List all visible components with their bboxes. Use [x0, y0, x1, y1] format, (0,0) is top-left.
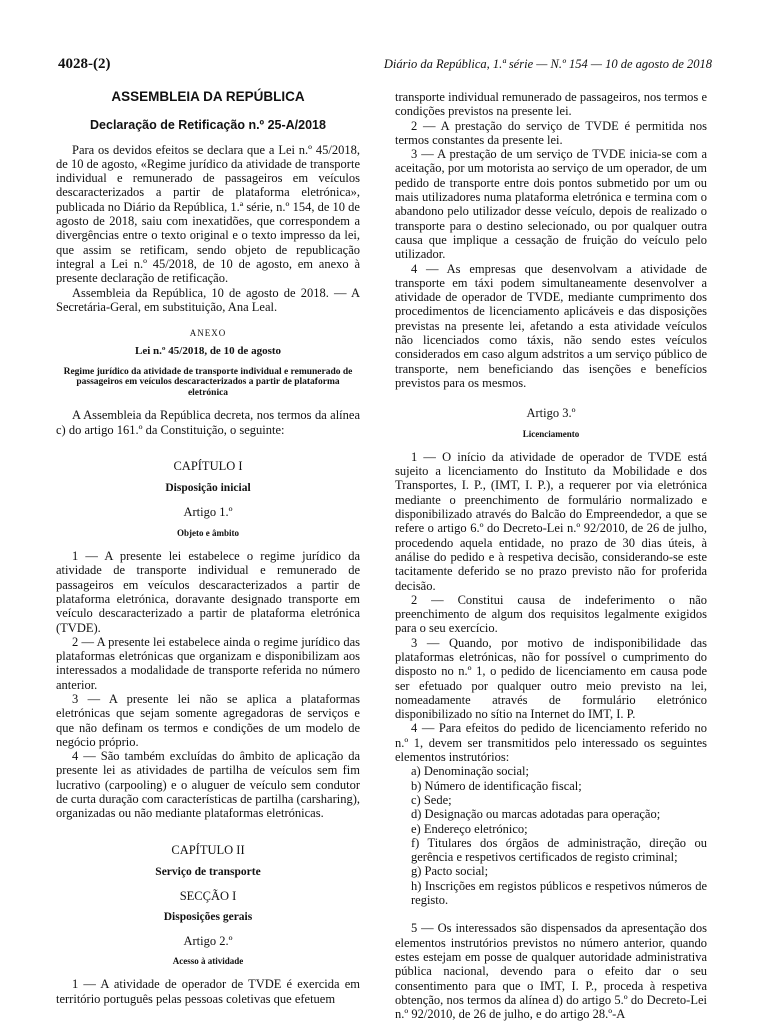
chapter-2-title: Serviço de transporte [155, 865, 261, 878]
article-3-heading: Artigo 3.º [526, 406, 576, 421]
article-3-paragraph-5: 5 — Os interessados são dispensados da apresentação dos elementos instrutórios previstos no número anterior, quando estes estejam em posse de qualquer autoridade administrativa pública nacional, devendo para o efeito dar o seu consentimento para que o IMT, I. P., proceda à respetiva obtenção, nos termos da alínea d) do artigo 5.º do Decreto-Lei n.º 92/2010, de 26 de julho, e do artigo 28.º-A [395, 921, 707, 1022]
right-column [395, 90, 707, 1021]
list-item: d) Designação ou marcas adotadas para operação; [411, 807, 661, 822]
article-3-paragraph-3: 3 — Quando, por motivo de indisponibilidade das plataformas eletrónicas, não for possível o cumprimento do disposto no n.º 1, o pedido de licenciamento em causa pode ser efetuado por qualquer outro meio previsto na lei, nomeadamente através de formulário eletrónico disponibilizado no sítio na Internet do IMT, I. P. [395, 635, 707, 722]
instructive-elements-list [395, 764, 707, 907]
list-item: c) Sede; [411, 792, 452, 807]
article-1-heading: Artigo 1.º [183, 505, 233, 520]
article-1-title: Objeto e âmbito [177, 527, 239, 538]
intro-paragraph: A Assembleia da República decreta, nos termos da alínea c) do artigo 161.º da Constituição, o seguinte: [56, 408, 360, 437]
article-2-paragraph-2: 2 — A prestação do serviço de TVDE é permitida nos termos constantes da presente lei. [395, 118, 707, 147]
law-title: Lei n.º 45/2018, de 10 de agosto [134, 345, 282, 358]
article-1-paragraph-3: 3 — A presente lei não se aplica a plataformas eletrónicas que sejam somente agregadoras de serviços e que não definam os termos e condições de um modelo de negócio próprio. [56, 692, 360, 749]
article-2-paragraph-4: 4 — As empresas que desenvolvam a atividade de transporte em táxi podem simultaneamente desenvolver a atividade de operador de TVDE, mediante cumprimento dos procedimentos de licenciamento aplicáveis e das disposições previstas na presente lei, afetando a esta atividade veículos não licenciados como táxis, não sendo estes veículos considerados em caso algum adstritos a um serviço público de transporte, nem beneficiando das isenções e benefícios previstos para os mesmos. [395, 261, 707, 390]
article-1-paragraph-2: 2 — A presente lei estabelece ainda o regime jurídico das plataformas eletrónicas que organizam e disponibilizam aos interessados a modalidade de transporte referida no número anterior. [56, 634, 360, 692]
article-2-heading: Artigo 2.º [183, 933, 233, 948]
list-item: a) Denominação social; [411, 764, 530, 779]
page-header [58, 56, 712, 76]
section-1-heading: SECÇÃO I [179, 889, 237, 904]
article-2-title: Acesso à atividade [172, 956, 244, 967]
organization-heading: ASSEMBLEIA DA REPÚBLICA [111, 89, 305, 104]
regime-title: Regime jurídico da atividade de transporte individual e remunerado de passageiros em veículos descaracterizados a partir de plataforma eletrónica [63, 366, 353, 398]
list-item: f) Titulares dos órgãos de administração, direção ou gerência e respetivos certificados de registo criminal; [411, 835, 707, 865]
article-2-paragraph-1: 1 — A atividade de operador de TVDE é exercida em território português pelas pessoas coletivas que efetuem [56, 977, 360, 1006]
article-3-paragraph-2: 2 — Constitui causa de indeferimento o não preenchimento de algum dos requisitos legalmente exigidos para o seu exercício. [395, 592, 707, 636]
declaration-title: Declaração de Retificação n.º 25-A/2018 [90, 118, 326, 133]
article-2-paragraph-3: 3 — A prestação de um serviço de TVDE inicia-se com a aceitação, por um motorista ao serviço de um operador, de um pedido de transporte entre dois pontos submetido por um ou mais utilizadores numa plataforma eletrónica e termina com o abandono pelo utilizador desse veículo, depois de realizado o transporte para o destino selecionado, ou por qualquer outra causa que implique a cessação de fruição do veículo pelo utilizador. [395, 147, 707, 262]
page-number: 4028-(2) [58, 56, 111, 72]
chapter-1-title: Disposição inicial [165, 482, 251, 495]
article-1-paragraph-4: 4 — São também excluídas do âmbito de aplicação da presente lei as atividades de partilha de veículos sem fim lucrativo (carpooling) e o aluguer de veículo sem condutor de curta duração com características de partilha (carsharing), organizadas ou não mediante plataformas eletrónicas. [56, 749, 360, 821]
list-item: b) Número de identificação fiscal; [411, 778, 582, 793]
section-1-title: Disposições gerais [163, 910, 253, 923]
declaration-signature: Assembleia da República, 10 de agosto de 2018. — A Secretária-Geral, em substituição, Ana Leal. [56, 285, 360, 314]
left-column [56, 90, 360, 1006]
article-3-paragraph-1: 1 — O início da atividade de operador de TVDE está sujeito a licenciamento do Instituto da Mobilidade e dos Transportes, I. P., (IMT, I. P.), a requerer por via eletrónica mediante o preenchimento de formulário normalizado e disponibilizado através do Balcão do Empreendedor, a que se refere o artigo 6.º do Decreto-Lei n.º 92/2010, de 26 de julho, procedendo aquela entidade, no prazo de 30 dias úteis, à análise do pedido e à respetiva decisão, considerando-se este tacitamente deferido se no prazo previsto não for proferida decisão. [395, 449, 707, 593]
chapter-2-heading: CAPÍTULO II [171, 842, 245, 857]
list-item: e) Endereço eletrónico; [411, 821, 528, 836]
article-3-paragraph-4: 4 — Para efeitos do pedido de licenciamento referido no n.º 1, devem ser transmitidos pelo interessado os seguintes elementos instrutórios: [395, 721, 707, 765]
list-item: h) Inscrições em registos públicos e respetivos números de registo. [411, 878, 707, 908]
publication-line: Diário da República, 1.ª série — N.º 154 — 10 de agosto de 2018 [383, 57, 712, 71]
article-2-continuation: transporte individual remunerado de passageiros, nos termos e condições previstos na presente lei. [395, 90, 707, 119]
article-1-paragraph-1: 1 — A presente lei estabelece o regime jurídico da atividade de transporte individual e remunerado de passageiros em veículos descaracterizados a partir de plataforma eletrónica, doravante designado transporte em veículo descaracterizado a partir de plataforma eletrónica (TVDE). [56, 549, 360, 635]
declaration-paragraph: Para os devidos efeitos se declara que a Lei n.º 45/2018, de 10 de agosto, «Regime jurídico da atividade de transporte individual e remunerado de passageiros em veículos descaracterizados a partir de plataforma eletrónica», publicada no Diário da República, 1.ª série, n.º 154, de 10 de agosto de 2018, saiu com inexatidões, que correspondem a divergências entre o texto original e o texto impresso da lei, que assim se retificam, sendo objeto de republicação integral a Lei n.º 45/2018, de 10 de agosto, em anexo à presente declaração de retificação. [56, 142, 360, 286]
chapter-1-heading: CAPÍTULO I [173, 458, 243, 473]
annex-label: ANEXO [189, 328, 227, 339]
list-item: g) Pacto social; [411, 864, 489, 879]
article-3-title: Licenciamento [522, 428, 580, 439]
